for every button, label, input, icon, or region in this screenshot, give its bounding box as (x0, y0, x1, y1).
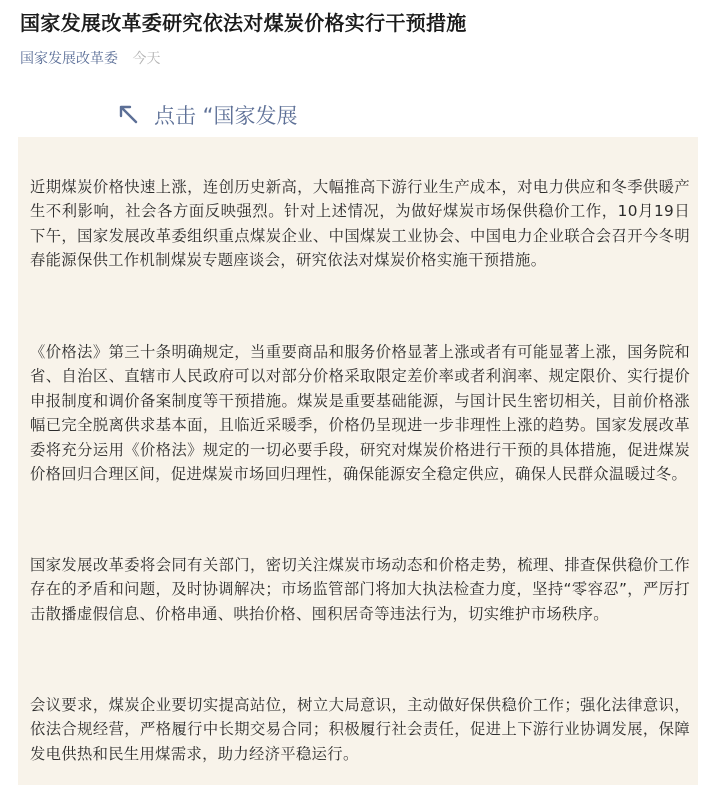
publish-date: 今天 (132, 51, 161, 67)
article-title: 国家发展改革委研究依法对煤炭价格实行干预措施 (20, 11, 467, 35)
follow-banner[interactable] (118, 100, 298, 130)
paragraph: 近期煤炭价格快速上涨，连创历史新高，大幅推高下游行业生产成本，对电力供应和冬季供暖产生不利影响，社会各方面反映强烈。针对上述情况，为做好煤炭市场保供稳价工作，10月19日下午，国家发展改革委组织重点煤炭企业、中国煤炭工业协会、中国电力企业联合会召开今冬明春能源保供工作机制煤炭专题座谈会，研究依法对煤炭价格实施干预措施。 (30, 178, 690, 270)
follow-banner-text: 点击 “国家发展 (154, 104, 298, 128)
paragraph: 国家发展改革委将会同有关部门，密切关注煤炭市场动态和价格走势，梳理、排查保供稳价工作存在的矛盾和问题，及时协调解决；市场监管部门将加大执法检查力度，坚持“零容忍”，严厉打击散播虚假信息、价格串通、哄抬价格、囤积居奇等违法行为，切实维护市场秩序。 (30, 556, 690, 623)
paragraph: 《价格法》第三十条明确规定，当重要商品和服务价格显著上涨或者有可能显著上涨，国务院和省、自治区、直辖市人民政府可以对部分价格采取限定差价率或者利润率、规定限价、实行提价申报制度和调价备案制度等干预措施。煤炭是重要基础能源，与国计民生密切相关，目前价格涨幅已完全脱离供求基本面，且临近采暖季，价格仍呈现进一步非理性上涨的趋势。国家发展改革委将充分运用《价格法》规定的一切必要手段，研究对煤炭价格进行干预的具体措施，促进煤炭价格回归合理区间，促进煤炭市场回归理性，确保能源安全稳定供应，确保人民群众温暖过冬。 (30, 343, 690, 484)
article-meta (20, 49, 160, 69)
account-name-link[interactable]: 国家发展改革委 (20, 51, 118, 67)
article-body (18, 137, 698, 785)
paragraph: 会议要求，煤炭企业要切实提高站位，树立大局意识，主动做好保供稳价工作；强化法律意识，依法合规经营，严格履行中长期交易合同；积极履行社会责任，促进上下游行业协调发展，保障发电供热和民生用煤需求，助力经济平稳运行。 (30, 696, 690, 763)
arrow-up-left-icon (118, 104, 140, 126)
